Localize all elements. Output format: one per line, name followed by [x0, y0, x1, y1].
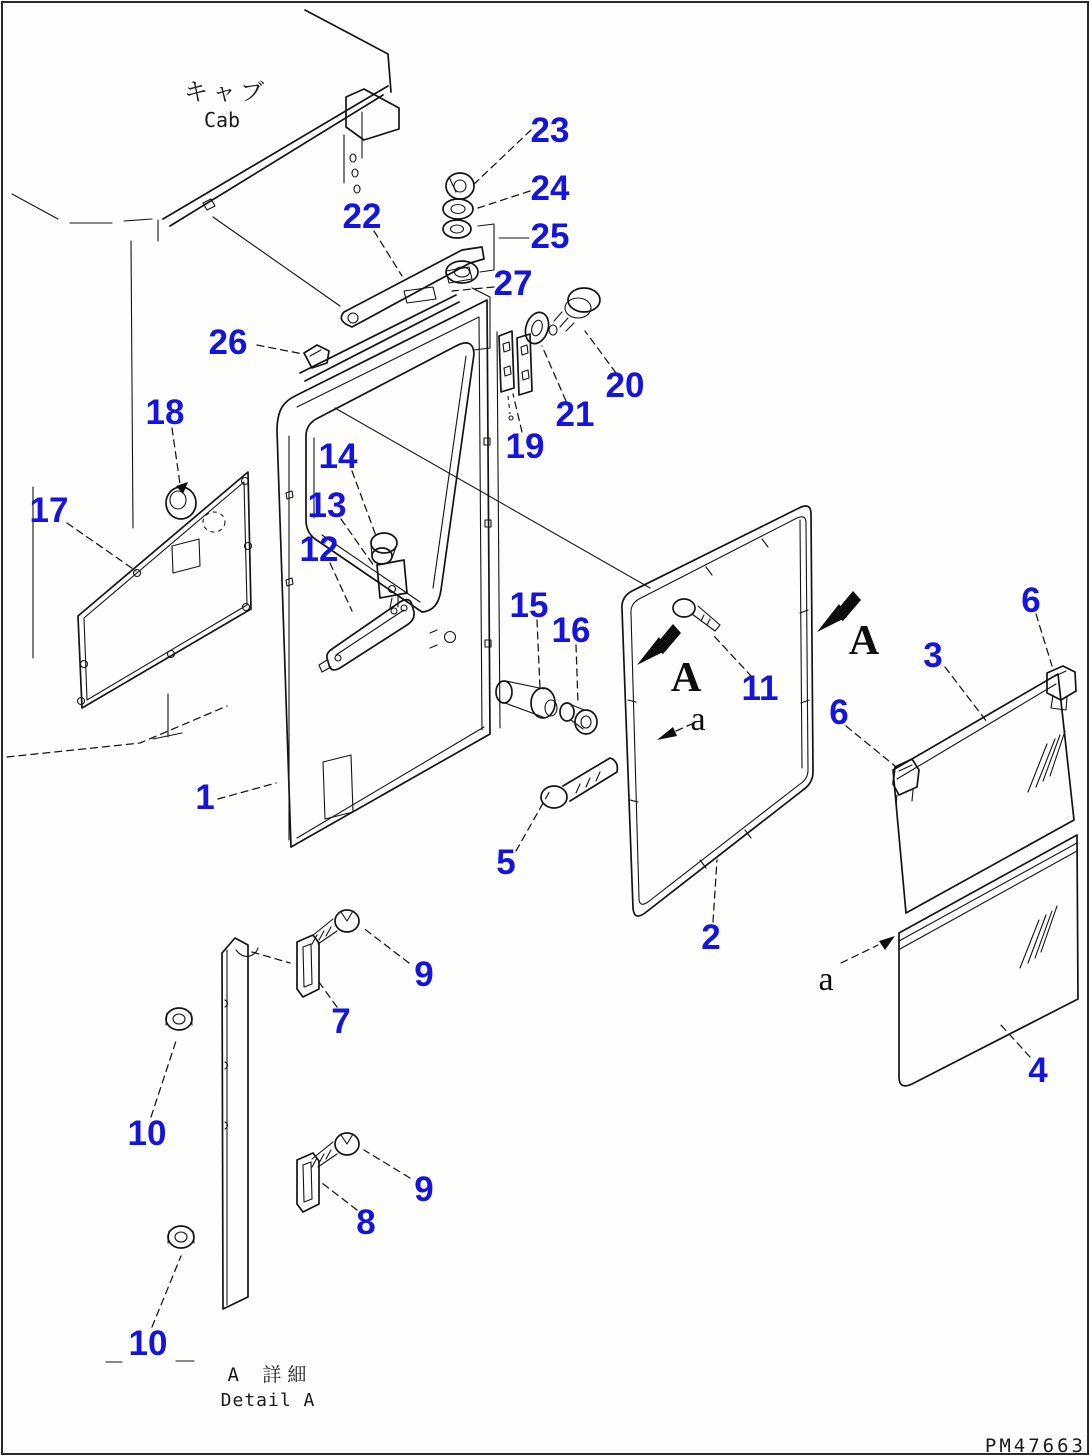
part-label-8-8: 8: [356, 1203, 376, 1242]
part-label-18-20: 18: [145, 393, 185, 432]
part-label-17-19: 17: [29, 491, 69, 530]
fastener-stack: [443, 173, 478, 283]
upper-glass-3: [893, 674, 1074, 913]
part-label-24-26: 24: [530, 169, 570, 208]
glass-clip-6-left: [893, 759, 919, 806]
part-label-25-27: 25: [530, 217, 570, 256]
part-label-16-18: 16: [551, 611, 591, 650]
part-label-10-12: 10: [128, 1324, 168, 1363]
detail-a-label-japanese: A 詳細: [227, 1364, 313, 1386]
part-label-6-6: 6: [1021, 581, 1041, 620]
part-label-9-10: 9: [414, 1170, 434, 1209]
part-label-27-29: 27: [493, 264, 533, 303]
hinge-pin-16: [560, 703, 597, 734]
detail-a-label-english: Detail A: [220, 1390, 316, 1411]
detail-letter-2: a: [690, 701, 706, 738]
cab-label-japanese: キャブ: [184, 78, 268, 106]
leader-lines: [67, 130, 1052, 1327]
grommet-18: [166, 482, 225, 532]
detail-letter-3: a: [818, 961, 834, 998]
section-letter-1: A: [848, 618, 880, 664]
trim-panel-17: [78, 472, 252, 708]
door-panel-1: [277, 300, 650, 847]
part-label-2-1: 2: [701, 918, 721, 957]
bracket-7: [297, 935, 319, 997]
part-label-9-9: 9: [414, 955, 434, 994]
part-label-7-7: 7: [331, 1002, 351, 1041]
part-label-19-21: 19: [505, 427, 545, 466]
bolt-20: [549, 288, 600, 335]
section-letter-0: A: [670, 655, 702, 701]
part-label-11-13: 11: [741, 669, 779, 708]
part-label-4-3: 4: [1028, 1051, 1048, 1090]
part-label-15-17: 15: [509, 586, 549, 625]
lower-glass-4: [899, 835, 1078, 1086]
edge-strip: [222, 938, 290, 1309]
part-label-21-23: 21: [555, 395, 595, 434]
part-label-14-16: 14: [318, 437, 358, 476]
cab-label-english: Cab: [203, 108, 241, 132]
detail-arrow-a-right: [841, 936, 895, 963]
screw-9-top: [312, 910, 359, 944]
bolt-11: [673, 599, 720, 631]
window-frame-2: [622, 506, 813, 916]
part-label-20-22: 20: [605, 366, 645, 405]
washer-21: [522, 309, 553, 346]
handle-12: [319, 600, 414, 672]
part-label-3-2: 3: [923, 636, 943, 675]
document-number: PM47663: [984, 1435, 1086, 1456]
detail-arrow-a-left: [657, 723, 694, 740]
nut-10-top: [166, 1008, 192, 1030]
part-label-5-4: 5: [496, 843, 516, 882]
bolt-5: [541, 758, 617, 808]
part-label-10-11: 10: [127, 1114, 167, 1153]
part-label-13-15: 13: [307, 486, 347, 525]
part-label-12-14: 12: [299, 530, 339, 569]
lock-cylinder-14: [371, 533, 397, 564]
part-label-22-24: 22: [342, 197, 382, 236]
bracket-8: [297, 1153, 319, 1212]
screw-9-bottom: [312, 1133, 359, 1167]
part-label-26-28: 26: [208, 323, 248, 362]
part-label-1-0: 1: [195, 778, 215, 817]
part-label-23-25: 23: [530, 111, 570, 150]
nut-10-bottom: [168, 1226, 194, 1248]
hinge-pin-15: [496, 681, 557, 718]
part-label-6-5: 6: [829, 693, 849, 732]
